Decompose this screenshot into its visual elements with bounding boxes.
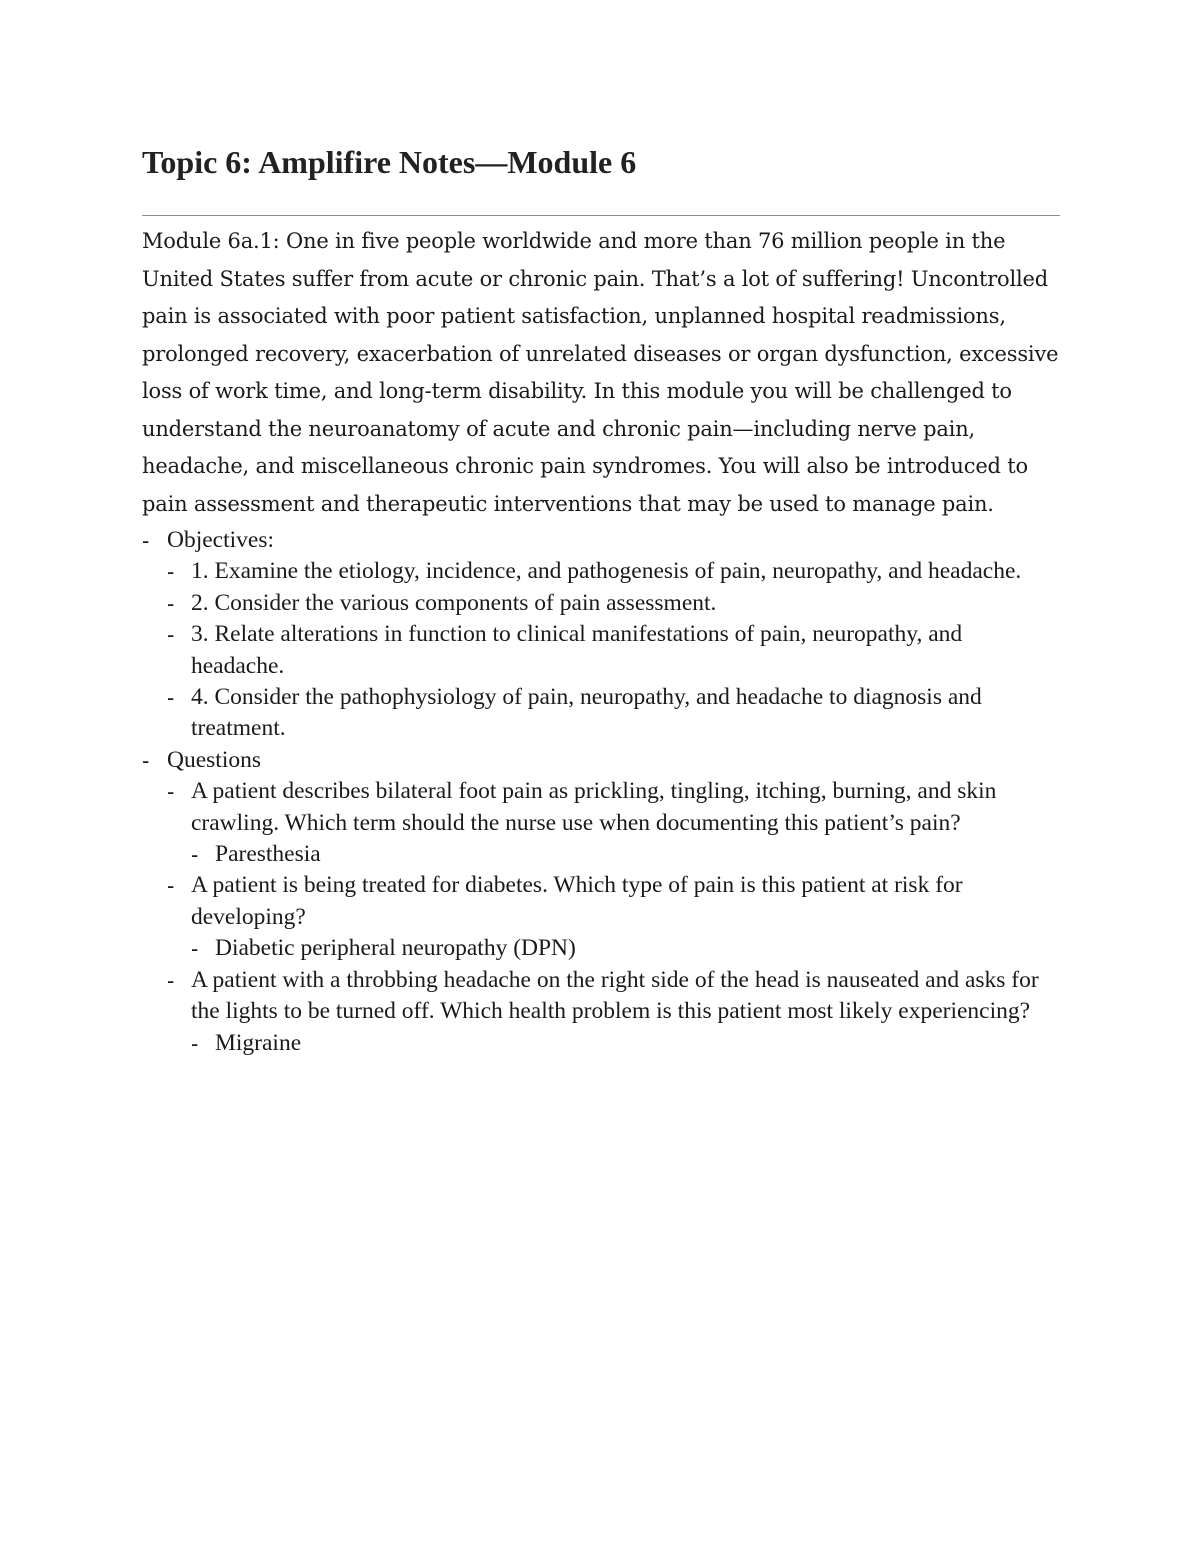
- notes-outline: [142, 525, 1060, 1059]
- answer-item: [191, 1028, 1060, 1059]
- answer-text: Paresthesia: [215, 841, 321, 868]
- bullet-dash-icon: -: [167, 873, 175, 899]
- bullet-dash-icon: -: [142, 528, 150, 553]
- objectives-list: [167, 556, 1060, 744]
- objective-item: [167, 556, 1060, 587]
- objective-text: 3. Relate alterations in function to clinical manifestations of pain, neuropathy, and headache.: [191, 621, 963, 679]
- bullet-dash-icon: -: [167, 779, 175, 805]
- document-title: Topic 6: Amplifire Notes—Module 6: [142, 144, 637, 180]
- answer-list: [191, 933, 1060, 964]
- bullet-dash-icon: -: [167, 685, 175, 711]
- answer-text: Diabetic peripheral neuropathy (DPN): [215, 935, 576, 962]
- objective-item: [167, 619, 1060, 682]
- bullet-dash-icon: -: [167, 590, 175, 616]
- answer-text: Migraine: [215, 1029, 302, 1056]
- bullet-dash-icon: -: [167, 622, 175, 648]
- objective-text: 2. Consider the various components of pain assessment.: [191, 589, 717, 616]
- questions-list: [167, 776, 1060, 1059]
- questions-section: [142, 745, 1060, 1059]
- bullet-dash-icon: -: [167, 559, 175, 585]
- objective-item: [167, 682, 1060, 745]
- answer-item: [191, 839, 1060, 870]
- bullet-dash-icon: -: [191, 936, 199, 962]
- bullet-dash-icon: -: [167, 967, 175, 993]
- answer-list: [191, 1028, 1060, 1059]
- objective-item: [167, 588, 1060, 619]
- objectives-heading: Objectives:: [167, 527, 275, 553]
- answer-list: [191, 839, 1060, 870]
- answer-item: [191, 933, 1060, 964]
- title-divider: [142, 215, 1060, 216]
- questions-heading: Questions: [167, 746, 261, 773]
- question-item: [167, 965, 1060, 1059]
- objectives-section: [142, 525, 1060, 745]
- question-text: A patient is being treated for diabetes. Which type of pain is this patient at risk for developing?: [191, 872, 963, 930]
- question-text: A patient with a throbbing headache on the right side of the head is nauseated and asks for the lights to be turned off. Which health problem is this patient most likely experiencing?: [191, 966, 1039, 1025]
- module-intro-paragraph: Module 6a.1: One in five people worldwide and more than 76 million people in the United States suffer from acute or chronic pain. That’s a lot of suffering! Uncontrolled pain is associated with poor patient satisfaction, unplanned hospital readmissions, prolonged recovery, exacerbation of unrelated diseases or organ dysfunction, excessive loss of work time, and long-term disability. In this module you will be challenged to understand the neuroanatomy of acute and chronic pain—including nerve pain, headache, and miscellaneous chronic pain syndromes. You will also be introduced to pain assessment and therapeutic interventions that may be used to manage pain.: [142, 229, 1059, 516]
- bullet-dash-icon: -: [142, 747, 150, 773]
- bullet-dash-icon: -: [191, 842, 199, 868]
- bullet-dash-icon: -: [191, 1030, 199, 1056]
- document-page: [142, 140, 1060, 1059]
- question-text: A patient describes bilateral foot pain as prickling, tingling, itching, burning, and skin crawling. Which term should the nurse use when documenting this patient’s pain?: [191, 778, 997, 836]
- question-item: [167, 776, 1060, 870]
- question-item: [167, 870, 1060, 964]
- objective-text: 4. Consider the pathophysiology of pain, neuropathy, and headache to diagnosis and treatment.: [191, 684, 982, 742]
- objective-text: 1. Examine the etiology, incidence, and pathogenesis of pain, neuropathy, and headache.: [191, 558, 1022, 585]
